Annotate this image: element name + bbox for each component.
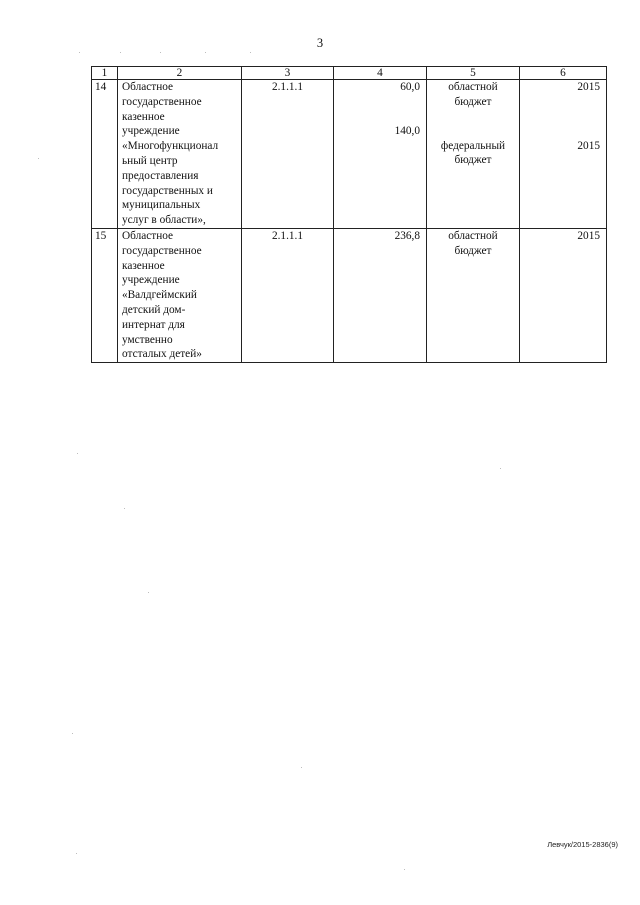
year-value: 2015 [577, 229, 600, 242]
header-cell-2: 2 [118, 67, 242, 80]
row-number: 14 [92, 80, 118, 229]
institution-name-text: Областное государственное казенное учреждение «Многофункционал ьный центр предоставления государственных и муниципальных услуг в области», [122, 81, 219, 227]
amount-value: 236,8 [394, 229, 420, 242]
table-row [92, 80, 607, 229]
scan-speck [76, 853, 77, 854]
budget-table [91, 66, 607, 363]
header-cell-5: 5 [427, 67, 520, 80]
scan-speck [77, 453, 78, 454]
funding-source: областной бюджет [448, 81, 498, 108]
scan-speck [72, 733, 73, 734]
scan-speck [250, 52, 251, 53]
header-cell-6: 6 [520, 67, 607, 80]
amount-cell [334, 80, 427, 229]
institution-name [118, 80, 242, 229]
scan-speck [148, 592, 149, 593]
scan-speck [124, 508, 125, 509]
funding-source: областной бюджет [448, 229, 498, 257]
year-value: 2015 [577, 81, 600, 93]
document-registration-code: Левчук/2015-2836(9) [547, 840, 618, 849]
header-row [92, 67, 607, 80]
row-number: 15 [92, 228, 118, 362]
scan-speck [79, 52, 80, 53]
year-cell [520, 228, 607, 362]
funding-source-cell [427, 228, 520, 362]
amount-value: 140,0 [394, 124, 420, 137]
institution-name [118, 228, 242, 362]
scan-speck [38, 158, 39, 159]
year-cell [520, 80, 607, 229]
scan-speck [500, 468, 501, 469]
institution-name-text: Областное государственное казенное учреждение «Валдгеймский детский дом- интернат для умственно отсталых детей» [122, 229, 202, 361]
measure-code: 2.1.1.1 [242, 228, 334, 362]
scan-speck [120, 52, 121, 53]
funding-source-cell [427, 80, 520, 229]
year-value: 2015 [577, 139, 600, 152]
measure-code: 2.1.1.1 [242, 80, 334, 229]
scan-speck [404, 869, 405, 870]
header-cell-1: 1 [92, 67, 118, 80]
funding-source: федеральный бюджет [440, 139, 506, 167]
table-row [92, 228, 607, 362]
scan-speck [205, 52, 206, 53]
scan-speck [301, 767, 302, 768]
amount-value: 60,0 [400, 81, 420, 93]
scan-speck [160, 52, 161, 53]
header-cell-3: 3 [242, 67, 334, 80]
page-number: 3 [316, 36, 324, 50]
amount-cell [334, 228, 427, 362]
header-cell-4: 4 [334, 67, 427, 80]
